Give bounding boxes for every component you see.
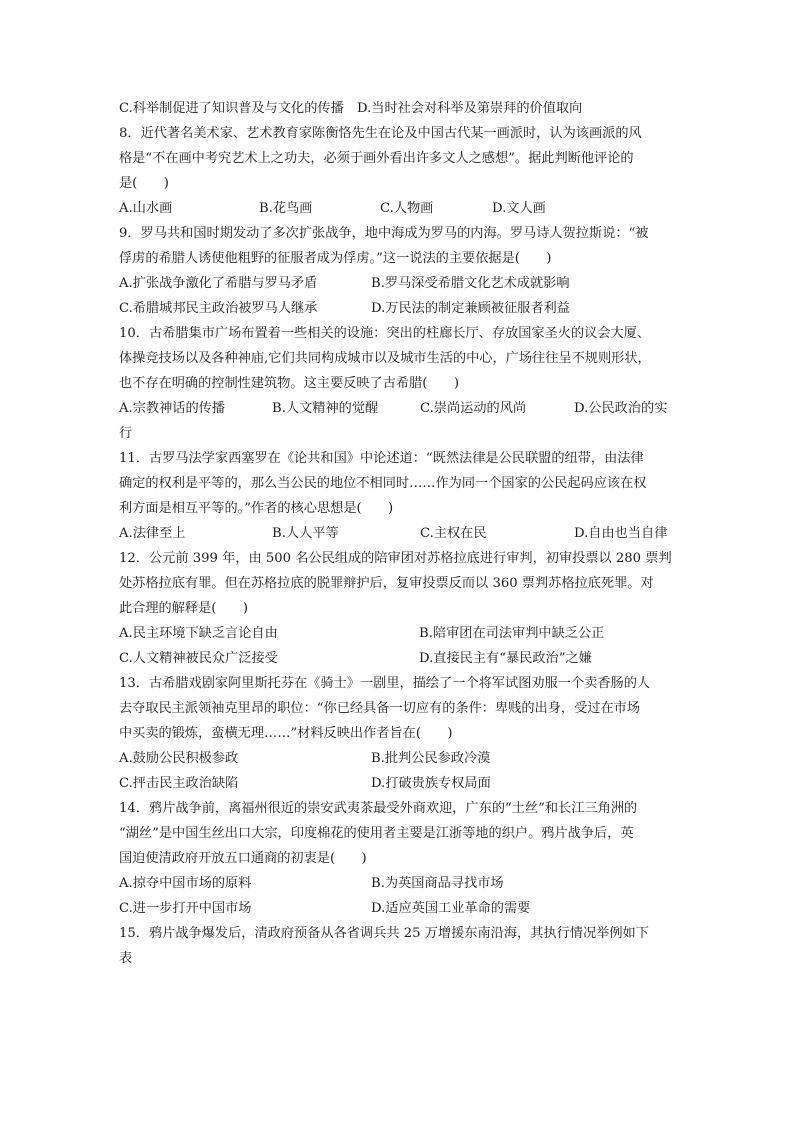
option-c: C.希腊城邦民主政治被罗马人继承 — [119, 301, 318, 316]
question-12 — [119, 546, 677, 671]
answer-options — [119, 396, 677, 421]
answer-options — [119, 871, 677, 896]
option-d: D.文人画 — [492, 201, 546, 216]
option-d: D.自由也当自律 — [574, 526, 668, 541]
question-stem-line: 中买卖的锻炼，蛮横无理……”材料反映出作者旨在( ) — [119, 726, 453, 741]
question-stem-line: 处苏格拉底有罪。但在苏格拉底的脱罪辩护后，复审投票反而以 360 票判苏格拉底死罪。对 — [119, 576, 654, 591]
question-stem-line: 12．公元前 399 年，由 500 名公民组成的陪审团对苏格拉底进行审判，初审投票以 280 票判 — [119, 551, 672, 566]
question-stem-line: 俘虏的希腊人诱使他粗野的征服者成为俘虏。”这一说法的主要依据是( ) — [119, 251, 552, 266]
answer-options — [119, 746, 677, 771]
answer-options — [119, 621, 677, 646]
question-stem-line: 13．古希腊戏剧家阿里斯托芬在《骑士》一剧里，描绘了一个将军试图劝服一个卖香肠的人 — [119, 676, 651, 691]
question-stem-line: 格是“不在画中考究艺术上之功夫，必须于画外看出许多文人之感想”。据此判断他评论的 — [119, 151, 634, 166]
option-a: A.宗教神话的传播 — [119, 401, 226, 416]
option-b: B.批判公民参政冷漠 — [371, 751, 491, 766]
question-11 — [119, 446, 677, 546]
option-d: D.万民法的制定兼顾被征服者利益 — [371, 301, 570, 316]
option-a: A.法律至上 — [119, 526, 186, 541]
answer-options — [119, 196, 677, 221]
question-stem-line: 是( ) — [119, 176, 169, 191]
question-stem-line: “湖丝”是中国生丝出口大宗，印度棉花的使用者主要是江浙等地的织户。鸦片战争后，英 — [119, 826, 634, 841]
exam-page — [119, 96, 677, 971]
question-9 — [119, 221, 677, 321]
option-d: D.适应英国工业革命的需要 — [371, 901, 531, 916]
question-14 — [119, 796, 677, 921]
question-7-options-cd: C.科举制促进了知识普及与文化的传播 D.当时社会对科举及第崇拜的价值取向 — [119, 101, 583, 116]
question-stem-line: 也不存在明确的控制性建筑物。这主要反映了古希腊( ) — [119, 376, 459, 391]
question-stem-line: 确定的权利是平等的，那么当公民的地位不相同时……作为同一个国家的公民起码应该在权 — [119, 476, 647, 491]
question-stem-line: 8．近代著名美术家、艺术教育家陈衡恪先生在论及中国古代某一画派时，认为该画派的风 — [119, 126, 642, 141]
option-c: C.崇尚运动的风尚 — [420, 401, 527, 416]
answer-options — [119, 896, 677, 921]
option-b: B.陪审团在司法审判中缺乏公正 — [419, 626, 605, 641]
option-d-wrap: 行 — [119, 426, 133, 441]
question-stem-line: 利方面是相互平等的。”作者的核心思想是( ) — [119, 501, 394, 516]
option-b: B.人人平等 — [272, 526, 339, 541]
option-d: D.打破贵族专权局面 — [371, 776, 491, 791]
question-stem-line: 14．鸦片战争前，离福州很近的崇安武夷茶最受外商欢迎，广东的“土丝”和长江三角洲的 — [119, 801, 638, 816]
question-stem-line: 9．罗马共和国时期发动了多次扩张战争，地中海成为罗马的内海。罗马诗人贺拉斯说：“被 — [119, 226, 649, 241]
question-15 — [119, 921, 677, 971]
option-a: A.民主环境下缺乏言论自由 — [119, 626, 278, 641]
option-c: C.进一步打开中国市场 — [119, 901, 252, 916]
question-stem-line: 15．鸦片战争爆发后，清政府预备从各省调兵共 25 万增援东南沿海，其执行情况举例如下 — [119, 926, 649, 941]
option-a: A.鼓励公民积极参政 — [119, 751, 239, 766]
option-b: B.为英国商品寻找市场 — [371, 876, 504, 891]
option-c: C.人文精神被民众广泛接受 — [119, 651, 278, 666]
option-d: D.直接民主有“暴民政治”之嫌 — [419, 651, 592, 666]
question-10 — [119, 321, 677, 446]
option-d: D.公民政治的实 — [574, 401, 668, 416]
question-8 — [119, 121, 677, 221]
question-stem-line: 10．古希腊集市广场布置着一些相关的设施：突出的柱廊长厅、存放国家圣火的议会大厦、 — [119, 326, 651, 341]
option-a: A.山水画 — [119, 201, 173, 216]
question-stem-line: 国迫使清政府开放五口通商的初衷是( ) — [119, 851, 367, 866]
option-c: C.主权在民 — [420, 526, 487, 541]
option-b: B.罗马深受希腊文化艺术成就影响 — [371, 276, 570, 291]
option-b: B.人文精神的觉醒 — [272, 401, 379, 416]
option-c: C.人物画 — [380, 201, 434, 216]
question-stem-line: 去夺取民主派领袖克里昂的职位：“你已经具备一切应有的条件：卑贱的出身，受过在市场 — [119, 701, 641, 716]
option-b: B.花鸟画 — [259, 201, 313, 216]
question-stem-line: 11．古罗马法学家西塞罗在《论共和国》中论述道：“既然法律是公民联盟的纽带，由法律 — [119, 451, 644, 466]
question-13 — [119, 671, 677, 796]
answer-options — [119, 296, 677, 321]
question-stem-line: 此合理的解释是( ) — [119, 601, 248, 616]
answer-options — [119, 771, 677, 796]
question-stem-line: 体操竞技场以及各种神庙,它们共同构成城市以及城市生活的中心，广场往往呈不规则形状， — [119, 351, 651, 366]
question-stem-line: 表 — [119, 951, 133, 966]
answer-options — [119, 521, 677, 546]
option-a: A.扩张战争激化了希腊与罗马矛盾 — [119, 276, 318, 291]
answer-options — [119, 271, 677, 296]
option-c: C.抨击民主政治缺陷 — [119, 776, 239, 791]
option-a: A.掠夺中国市场的原料 — [119, 876, 252, 891]
answer-options — [119, 646, 677, 671]
